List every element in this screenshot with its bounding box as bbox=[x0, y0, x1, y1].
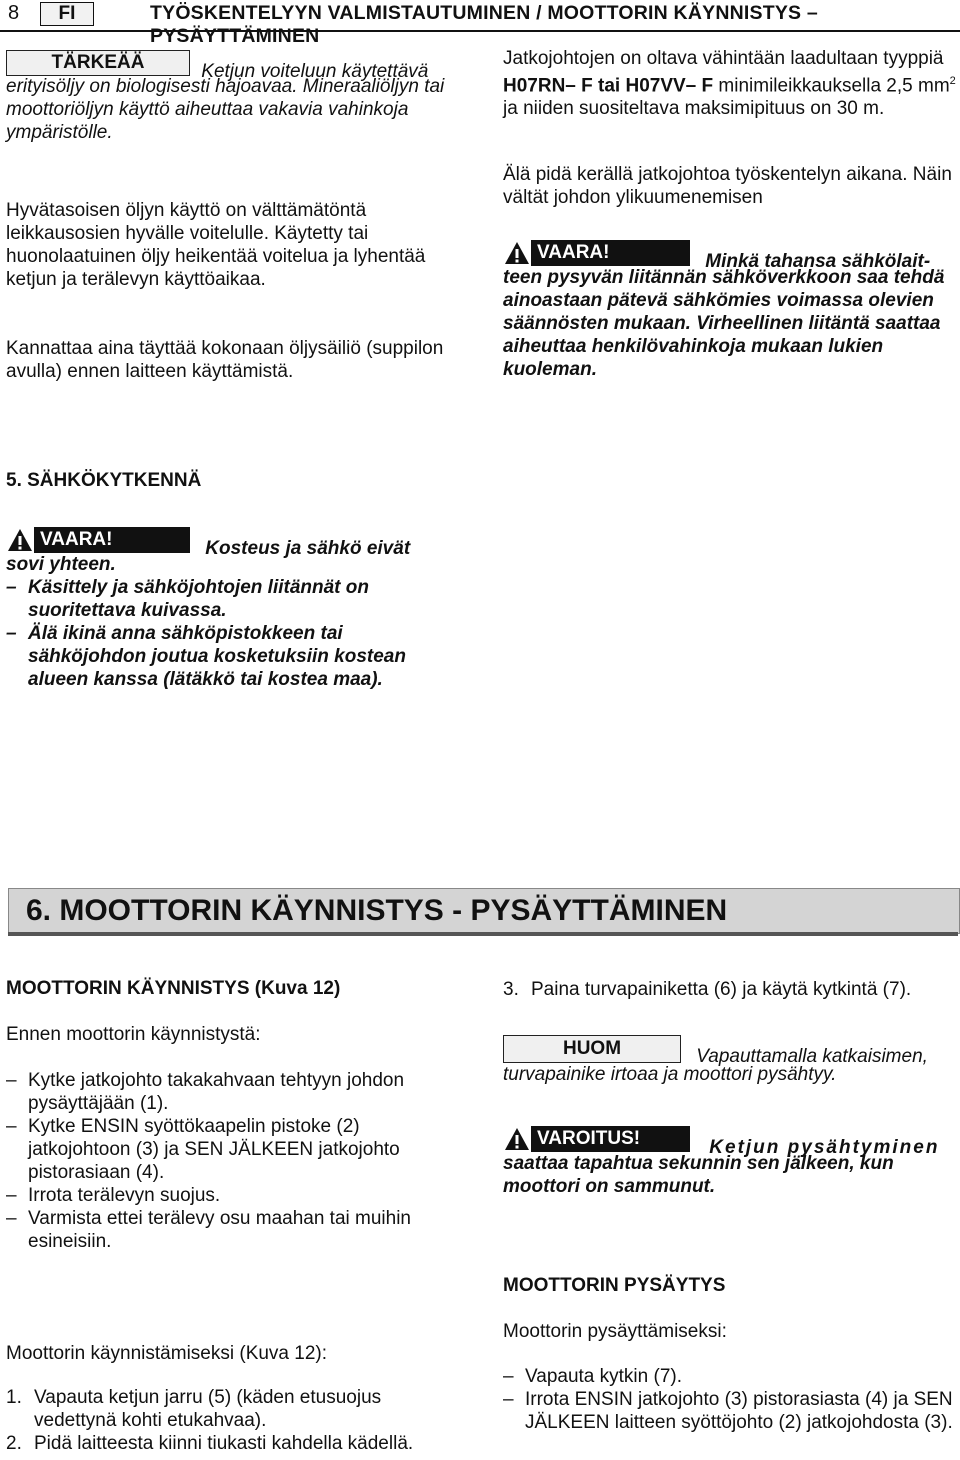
header-title: TYÖSKENTELYYN VALMISTAUTUMINEN / MOOTTORIN KÄYNNISTYS – PYSÄYTTÄMINEN bbox=[150, 2, 818, 47]
section5-danger-label-box bbox=[6, 527, 190, 553]
danger-text-first: Minkä tahansa sähkölait- bbox=[705, 251, 931, 272]
step-number: 1. bbox=[6, 1387, 22, 1408]
step-text: Paina turvapainiketta (6) ja käytä kytkintä (7). bbox=[531, 979, 912, 1000]
step-item bbox=[6, 1386, 461, 1432]
step-text: Pidä laitteesta kiinni tiukasti kahdella kädellä. bbox=[34, 1433, 414, 1454]
warning-label-box bbox=[503, 1126, 690, 1152]
section6-bar-shadow bbox=[8, 932, 958, 936]
stop-list bbox=[503, 1365, 958, 1434]
warning-triangle-icon bbox=[6, 527, 34, 553]
header-rule bbox=[0, 30, 960, 32]
important-text-first: Ketjun voiteluun käytettävä bbox=[201, 61, 429, 82]
section6-title: 6. MOOTTORIN KÄYNNISTYS - PYSÄYTTÄMINEN bbox=[26, 894, 728, 927]
section5-list bbox=[6, 576, 461, 691]
start-steps bbox=[6, 1386, 461, 1455]
warning-label: VAROITUS! bbox=[537, 1128, 641, 1149]
note-release-switch bbox=[503, 1035, 958, 1086]
list-item: – Irrota ENSIN jatkojohto (3) pistorasiasta (4) ja SEN JÄLKEEN laitteen syöttöjohto (2) jatkojohdosta (3). bbox=[503, 1388, 958, 1434]
note-text-rest: turvapainike irtoaa ja moottori pysähtyy. bbox=[503, 1064, 837, 1085]
cable-text-2: minimileikkauksella 2,5 mm bbox=[713, 75, 950, 97]
step-number: 3. bbox=[503, 979, 519, 1000]
note-label: HUOM bbox=[503, 1035, 681, 1063]
list-item: – Kytke jatkojohto takakahvaan tehtyyn johdon pysäyttäjään (1). bbox=[6, 1069, 461, 1115]
warning-text-rest: saattaa tapahtua sekunnin sen jälkeen, kun moottori on sammunut. bbox=[503, 1153, 894, 1197]
list-item: – Varmista ettei terälevy osu maahan tai muihin esineisiin. bbox=[6, 1207, 461, 1253]
warning-triangle-icon bbox=[503, 1126, 531, 1152]
important-label: TÄRKEÄÄ bbox=[6, 50, 190, 76]
list-item: – Käsittely ja sähköjohtojen liitännät on suoritettava kuivassa. bbox=[6, 576, 461, 622]
warning-text-first: Ketjun pysähtyminen bbox=[709, 1137, 940, 1158]
list-item: – Kytke ENSIN syöttökaapelin pistoke (2) jatkojohtoon (3) ja SEN JÄLKEEN jatkojohto pistorasiaan (4). bbox=[6, 1115, 461, 1184]
danger-label-box bbox=[503, 240, 690, 266]
step-item bbox=[6, 1432, 461, 1455]
step-number: 2. bbox=[6, 1433, 22, 1454]
warning-chain-stop bbox=[503, 1126, 958, 1198]
before-start-label: Ennen moottorin käynnistystä: bbox=[6, 1024, 261, 1045]
danger-permanent-connection bbox=[503, 240, 958, 381]
step-item bbox=[503, 978, 958, 1001]
section5-title: 5. SÄHKÖKYTKENNÄ bbox=[6, 470, 202, 491]
danger-label: VAARA! bbox=[537, 242, 610, 263]
cable-text-1: Jatkojohtojen on oltava vähintään laadultaan tyyppiä bbox=[503, 48, 944, 69]
start-steps-continued bbox=[503, 978, 958, 1001]
section5-danger-label: VAARA! bbox=[40, 529, 113, 550]
list-item: – Irrota terälevyn suojus. bbox=[6, 1184, 461, 1207]
extension-cable-paragraph bbox=[503, 47, 958, 120]
section5-danger-rest: sovi yhteen. bbox=[6, 554, 116, 575]
section5-danger-first: Kosteus ja sähkö eivät bbox=[205, 538, 411, 559]
start-label: Moottorin käynnistämiseksi (Kuva 12): bbox=[6, 1343, 328, 1364]
danger-text-rest: teen pysyvän liitännän sähköverkkoon saa tehdä ainoastaan pätevä sähkömies voimassa olevien säännösten mukaan. Virheellinen liitäntä saattaa aiheuttaa henkilövahinkoja mukaan lukien kuoleman. bbox=[503, 267, 945, 380]
cable-coil-paragraph: Älä pidä kerällä jatkojohtoa työskentelyn aikana. Näin vältät johdon ylikuumenemisen bbox=[503, 164, 952, 208]
note-text-first: Vapauttamalla katkaisimen, bbox=[696, 1046, 928, 1067]
cable-superscript: 2 bbox=[949, 75, 956, 87]
cable-types: H07RN– F tai H07VV– F bbox=[503, 75, 714, 97]
language-badge: FI bbox=[40, 2, 94, 26]
important-notice bbox=[6, 50, 461, 144]
stop-label: Moottorin pysäyttämiseksi: bbox=[503, 1321, 727, 1342]
cable-text-3: ja niiden suositeltava maksimipituus on 30 m. bbox=[503, 98, 885, 120]
list-item: – Vapauta kytkin (7). bbox=[503, 1365, 958, 1388]
oil-quality-paragraph: Hyvätasoisen öljyn käyttö on välttämätöntä leikkausosien hyvälle voitelulle. Käytetty tai huonolaatuinen öljy heikentää voitelua ja lyhentää ketjun ja terälevyn käyttöaikaa. bbox=[6, 200, 426, 290]
important-text-rest: erityisöljy on biologisesti hajoavaa. Mineraaliöljyn tai moottoriöljyn käyttö aiheuttaa vakavia vahinkoja ympäristölle. bbox=[6, 76, 445, 143]
page-number: 8 bbox=[8, 2, 20, 24]
stop-heading: MOOTTORIN PYSÄYTYS bbox=[503, 1275, 726, 1296]
warning-triangle-icon bbox=[503, 240, 531, 266]
step-text: Vapauta ketjun jarru (5) (käden etusuojus vedettynä kohti etukahvaa). bbox=[34, 1387, 382, 1431]
fill-tank-paragraph: Kannattaa aina täyttää kokonaan öljysäiliö (suppilon avulla) ennen laitteen käyttämistä. bbox=[6, 338, 444, 382]
danger-moisture bbox=[6, 527, 461, 691]
start-heading: MOOTTORIN KÄYNNISTYS (Kuva 12) bbox=[6, 978, 341, 999]
before-start-list bbox=[6, 1069, 461, 1253]
list-item: – Älä ikinä anna sähköpistokkeen tai sähköjohdon joutua kosketuksiin kostean alueen kanssa (lätäkkö tai kostea maa). bbox=[6, 622, 461, 691]
